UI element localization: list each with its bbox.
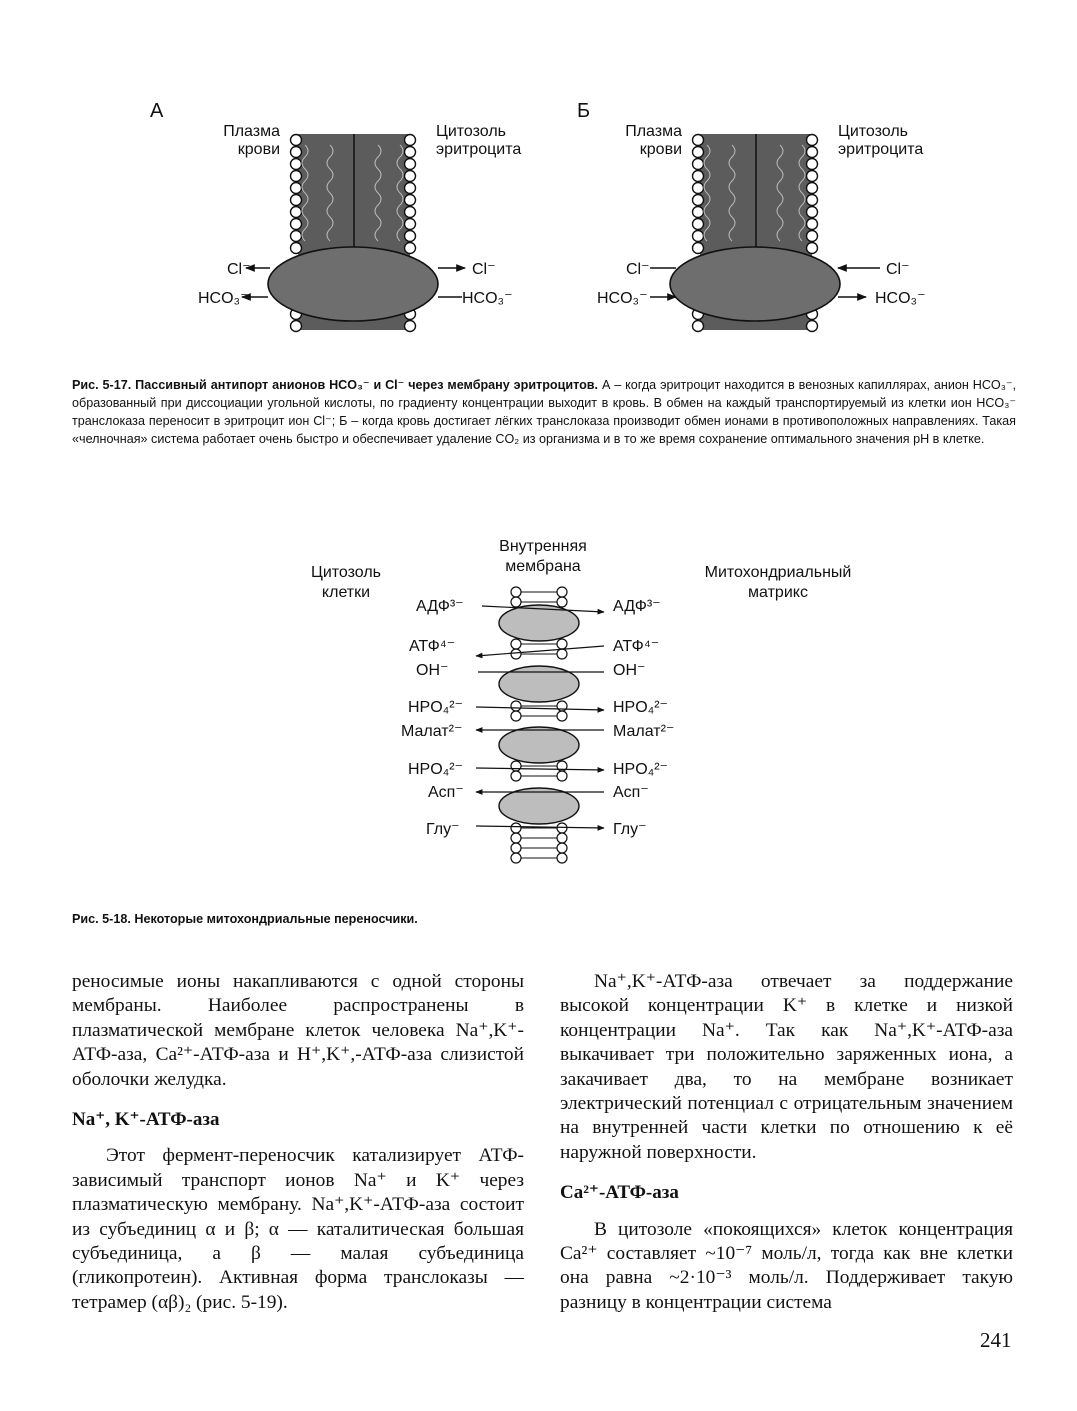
fig18-caption: Рис. 5-18. Некоторые митохондриальные переносчики.	[72, 912, 418, 926]
panel-b-hco-left: HCO₃⁻	[597, 290, 648, 307]
fig18-left-ion: Малат²⁻	[401, 723, 463, 740]
section-heading-ca: Ca²⁺-АТФ-аза	[560, 1182, 679, 1204]
panel-b-membrane	[650, 134, 880, 332]
panel-a-hco-right: HCO₃⁻	[462, 290, 513, 307]
fig18-right-ion: Глу⁻	[613, 821, 647, 838]
fig18-left-ion: АТФ⁴⁻	[409, 638, 456, 655]
panel-a-cl-right: Cl⁻	[472, 261, 496, 278]
left-para-2: Этот фермент-переносчик катализирует АТФ-зависимый транспорт ионов Na⁺ и K⁺ через плазматическую мембрану. Na⁺,K⁺-АТФ-аза состоит из субъединиц α и β; α — каталитическая большая субъединица, а β — малая субъединица (гликопротеин). Активная форма транслоказы — тетрамер (αβ)₂ (рис. 5-19).	[72, 1145, 524, 1313]
fig18-right-ion: АДФ³⁻	[613, 598, 661, 615]
fig18-diagram	[0, 580, 1077, 880]
right-para-2: В цитозоле «покоящихся» клеток концентрация Ca²⁺ составляет ~10⁻⁷ моль/л, тогда как вне клетки она равна ~2·10⁻³ моль/л. Поддерживает такую разницу в концентрации система	[560, 1218, 1013, 1313]
panel-a-cytosol-label: Цитозоль эритроцита	[436, 123, 522, 158]
fig18-right-ion: OH⁻	[613, 662, 646, 679]
fig18-left-ion: HPO₄²⁻	[408, 761, 463, 778]
fig17-caption-text: А – когда эритроцит находится в венозных капиллярах, анион HCO₃⁻, образованный при диссоциации угольной кислоты, по градиенту концентрации выходит в кровь. В обмен на каждый транспортируемый из клетки ион HCO₃⁻ транслоказа переносит в эритроцит ион Cl⁻; Б – когда кровь достигает лёгких транслоказа производит обмен ионами в противоположных направлениях. Такая «челночная» система работает очень быстро и обеспечивает удаление CO₂ из организма и в то же время сохранение оптимального значения pH в клетке.	[72, 378, 1017, 446]
page-number: 241	[980, 1328, 1012, 1352]
fig17-caption-title: Рис. 5-17. Пассивный антипорт анионов HCO₃⁻ и Cl⁻ через мембрану эритроцитов.	[72, 378, 599, 392]
fig18-membrane-label: Внутренняя мембрана	[499, 538, 587, 575]
panel-b-plasma-label: Плазма крови	[625, 123, 682, 158]
fig18-left-ion: АДФ³⁻	[416, 598, 464, 615]
panel-a-letter: А	[150, 100, 164, 122]
section-heading-na-k: Na⁺, K⁺-АТФ-аза	[72, 1109, 220, 1131]
panel-b-letter: Б	[577, 100, 591, 122]
panel-b-cytosol-label: Цитозоль эритроцита	[838, 123, 924, 158]
fig18-right-ion: HPO₄²⁻	[613, 699, 668, 716]
fig18-cytosol-label: Цитозоль клетки	[310, 564, 381, 601]
fig18-left-ion: HPO₄²⁻	[408, 699, 463, 716]
fig18-left-ion: Асп⁻	[428, 784, 464, 801]
right-column	[560, 970, 1013, 1315]
fig17-diagram	[0, 0, 1077, 340]
fig18-left-ion: OH⁻	[416, 662, 449, 679]
panel-a-hco-left: HCO₃⁻	[198, 290, 249, 307]
panel-b-hco-right: HCO₃⁻	[875, 290, 926, 307]
fig18-left-ion: Глу⁻	[426, 821, 460, 838]
fig18-matrix-label: Митохондриальный матрикс	[704, 564, 852, 601]
panel-a-plasma-label: Плазма крови	[223, 123, 280, 158]
fig18-right-ion: HPO₄²⁻	[613, 761, 668, 778]
panel-a-cl-left: Cl⁻	[227, 261, 251, 278]
fig18-right-ion: Малат²⁻	[613, 723, 675, 740]
panel-a-membrane	[242, 134, 465, 332]
right-para-1: Na⁺,K⁺-АТФ-аза отвечает за поддержание высокой концентрации K⁺ в клетке и низкой концентрации Na⁺. Так как Na⁺,K⁺-АТФ-аза выкачивает три положительно заряженных иона, а закачивает два, то на мембране возникает электрический потенциал с отрицательным значением на внутренней части клетки по отношению к её наружной поверхности.	[560, 971, 1013, 1163]
fig18-right-ion: АТФ⁴⁻	[613, 638, 660, 655]
left-para-1: реносимые ионы накапливаются с одной стороны мембраны. Наиболее распространены в плазматической мембране клеток человека Na⁺,K⁺-АТФ-аза, Ca²⁺-АТФ-аза и H⁺,K⁺,-АТФ-аза слизистой оболочки желудка.	[72, 971, 524, 1090]
left-column	[72, 970, 524, 1315]
panel-b-cl-left: Cl⁻	[626, 261, 650, 278]
fig17-caption	[72, 376, 1016, 448]
fig18-right-ion: Асп⁻	[613, 784, 649, 801]
panel-b-cl-right: Cl⁻	[886, 261, 910, 278]
